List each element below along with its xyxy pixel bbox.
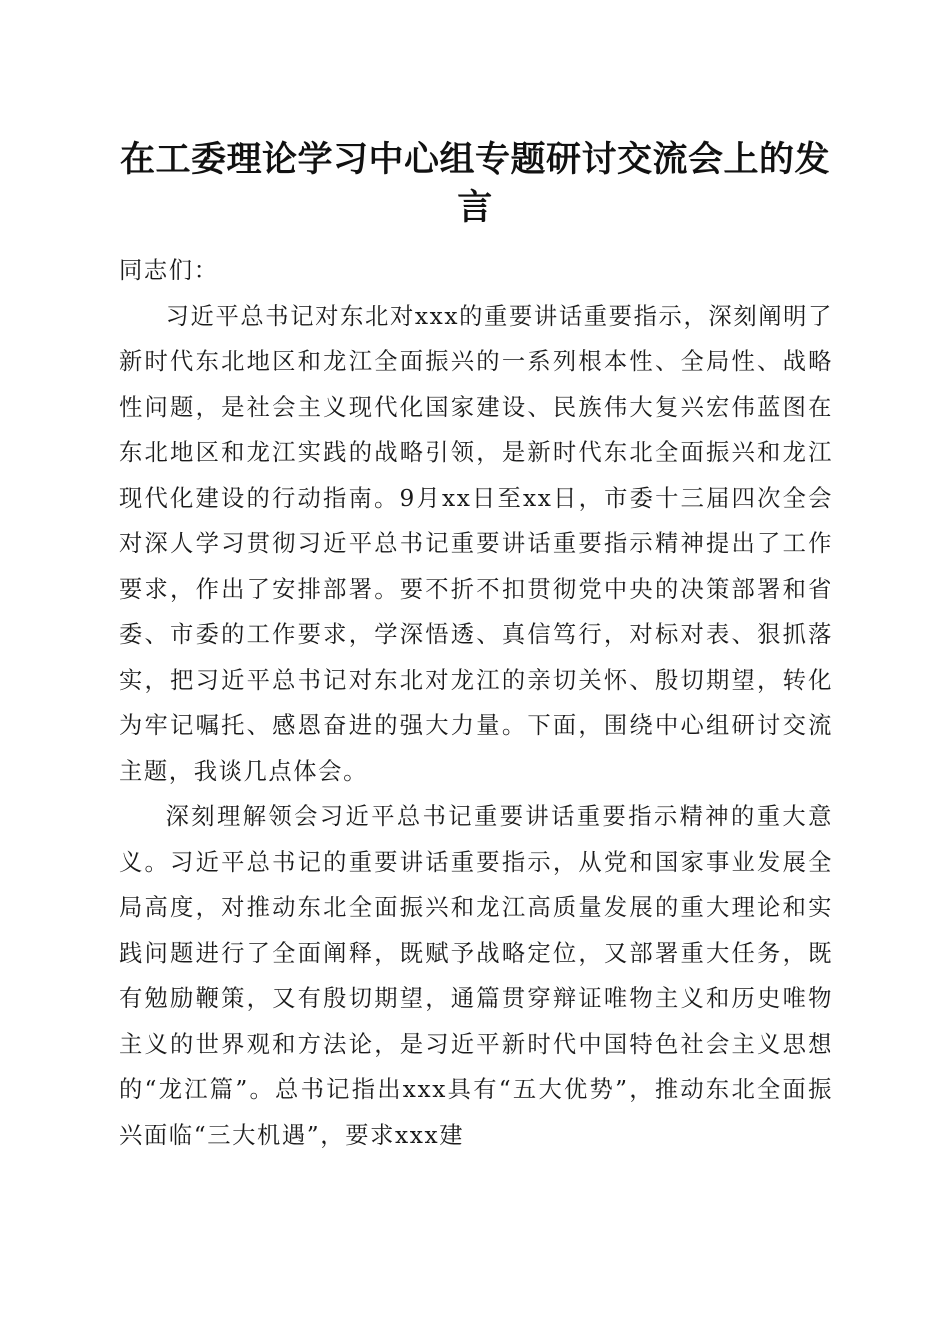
body-paragraph: 习近平总书记对东北对xxx的重要讲话重要指示，深刻阐明了新时代东北地区和龙江全面振兴的一系列根本性、全局性、战略性问题，是社会主义现代化国家建设、民族伟大复兴宏伟蓝图在东北地区和龙江实践的战略引领，是新时代东北全面振兴和龙江现代化建设的行动指南。9月xx日至xx日，市委十三届四次全会对深人学习贯彻习近平总书记重要讲话重要指示精神提出了工作要求，作出了安排部署。要不折不扣贯彻党中央的决策部署和省委、市委的工作要求，学深悟透、真信笃行，对标对表、狠抓落实，把习近平总书记对东北对龙江的亲切关怀、殷切期望，转化为牢记嘱托、感恩奋进的强大力量。下面，围绕中心组研讨交流主题，我谈几点体会。 (119, 302, 833, 785)
document-title: 在工委理论学习中心组专题研讨交流会上的发言 (119, 139, 830, 228)
salutation: 同志们： (119, 257, 219, 284)
document-body (119, 248, 833, 1158)
body-paragraph: 深刻理解领会习近平总书记重要讲话重要指示精神的重大意义。习近平总书记的重要讲话重要指示，从党和国家事业发展全局高度，对推动东北全面振兴和龙江高质量发展的重大理论和实践问题进行了全面阐释，既赋予战略定位，又部署重大任务，既有勉励鞭策，又有殷切期望，通篇贯穿辩证唯物主义和历史唯物主义的世界观和方法论，是习近平新时代中国特色社会主义思想的“龙江篇”。总书记指出xxx具有“五大优势”，推动东北全面振兴面临“三大机遇”，要求xxx建 (119, 803, 833, 1149)
